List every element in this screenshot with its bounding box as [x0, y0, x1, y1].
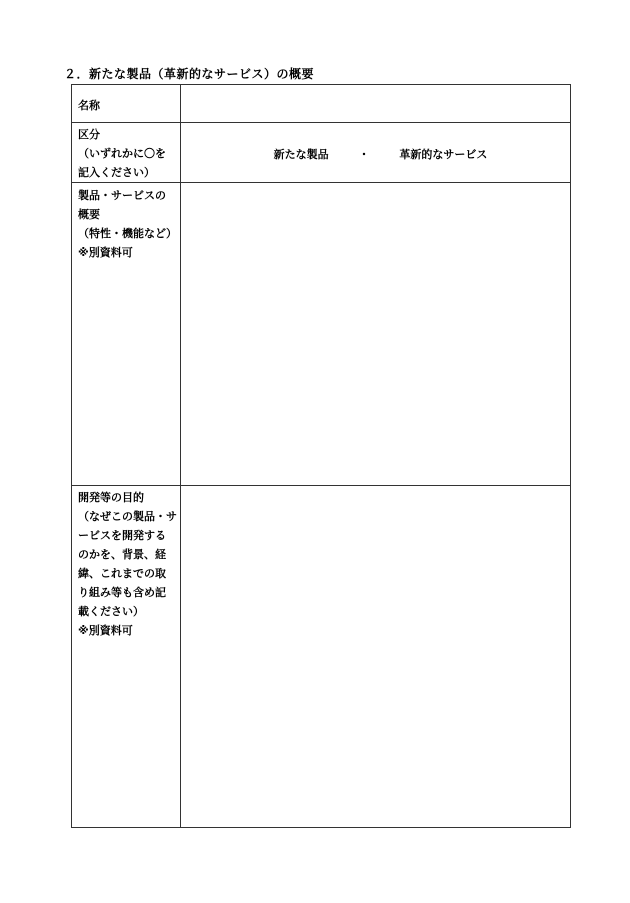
category-options-cell	[181, 123, 571, 183]
category-options	[274, 146, 488, 162]
product-overview-form	[71, 84, 571, 828]
category-label-cell	[72, 123, 181, 183]
overview-label: 製品・サービスの 概要 （特性・機能など） ※別資料可	[78, 189, 177, 259]
purpose-label-cell	[72, 486, 181, 828]
name-label-cell	[72, 85, 181, 123]
option-innovative-service[interactable]: 革新的なサービス	[399, 148, 488, 161]
name-row	[72, 85, 571, 123]
purpose-label: 開発等の目的 （なぜこの製品・サ ービスを開発する のかを、背景、経 緯、これまでの取 り組み等も含め記 載ください） ※別資料可	[78, 491, 177, 637]
category-row	[72, 123, 571, 183]
option-new-product[interactable]: 新たな製品	[273, 148, 329, 161]
name-label: 名称	[78, 99, 100, 112]
overview-row	[72, 183, 571, 486]
option-separator: ・	[358, 148, 370, 161]
overview-input-cell[interactable]	[181, 183, 571, 486]
section-title: ２．新たな製品（革新的なサービス）の概要	[64, 67, 315, 81]
purpose-input-cell[interactable]	[181, 486, 571, 828]
purpose-row	[72, 486, 571, 828]
name-input-cell[interactable]	[181, 85, 571, 123]
overview-label-cell	[72, 183, 181, 486]
category-label: 区分 （いずれかに〇を 記入ください）	[78, 128, 166, 179]
